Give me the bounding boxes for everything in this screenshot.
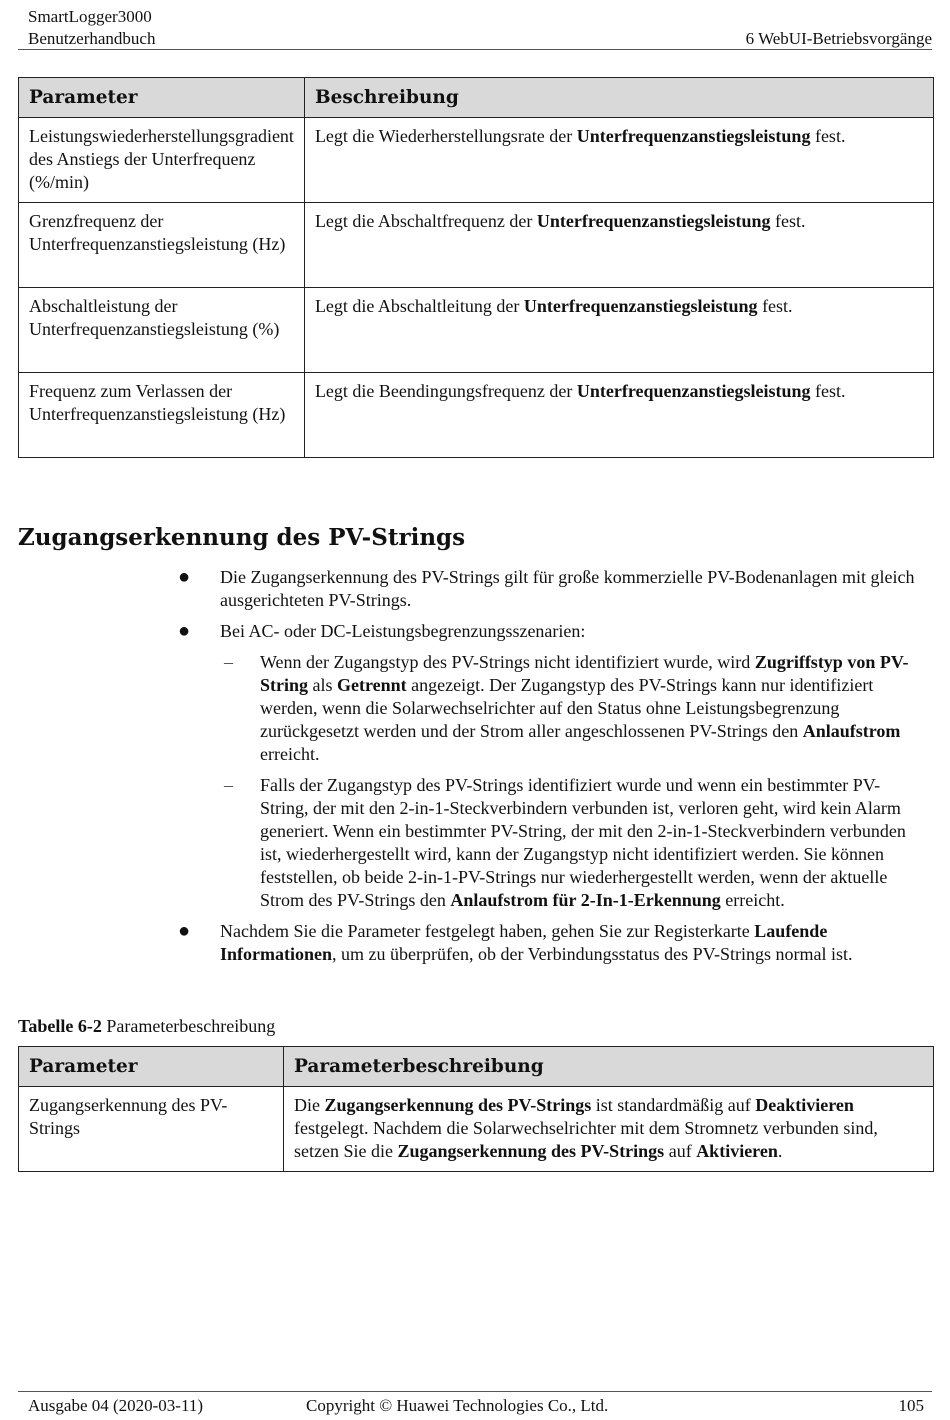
cell-parameter: Leistungswiederherstellungsgradient des Anstiegs der Unterfrequenz (%/min) [19,118,305,203]
bullet-text: Die Zugangserkennung des PV-Strings gilt für große kommerzielle PV-Bodenanlagen mit gleich ausgerichteten PV-Strings. [220,567,915,610]
bullet-text: Bei AC- oder DC-Leistungsbegrenzungsszenarien: [220,621,586,641]
bullet-list [176,566,928,974]
cell-parameter: Grenzfrequenz der Unterfrequenzanstiegsleistung (Hz) [19,203,305,288]
bullet-icon: ● [178,620,191,642]
footer-divider [18,1391,932,1392]
table-row [19,373,934,458]
header-divider [18,49,932,50]
cell-parameter: Abschaltleistung der Unterfrequenzanstiegsleistung (%) [19,288,305,373]
table-row [19,288,934,373]
column-header-description: Beschreibung [304,78,933,118]
sub-list-item: – Wenn der Zugangstyp des PV-Strings nicht identifiziert wurde, wird Zugriffstyp von PV-String als Getrennt angezeigt. Der Zugangstyp des PV-Strings kann nur identifiziert werden, wenn die Solarwechselrichter auf den Status ohne Leistungsbegrenzung zurückgesetzt werden und der Strom aller angeschlossenen PV-Strings den Anlaufstrom erreicht. [224,652,909,764]
table-row [19,203,934,288]
page-header [0,0,950,52]
column-header-description: Parameterbeschreibung [284,1047,934,1087]
cell-description: Legt die Wiederherstellungsrate der Unterfrequenzanstiegsleistung fest. [304,118,933,203]
bullet-icon: ● [178,566,191,588]
section-title: Zugangserkennung des PV-Strings [18,524,466,551]
list-item: ● Nachdem Sie die Parameter festgelegt haben, gehen Sie zur Registerkarte Laufende Informationen, um zu überprüfen, ob der Verbindungsstatus des PV-Strings normal ist. [178,920,853,964]
cell-parameter: Frequenz zum Verlassen der Unterfrequenzanstiegsleistung (Hz) [19,373,305,458]
dash-icon: – [224,652,233,672]
cell-description: Legt die Beendingungsfrequenz der Unterfrequenzanstiegsleistung fest. [304,373,933,458]
table-caption: Tabelle 6-2 Parameterbeschreibung [18,1016,276,1036]
parameter-table-2 [18,1046,934,1172]
table-header-row [19,78,934,118]
page-number: 105 [898,1396,924,1415]
list-item [176,566,928,612]
bullet-icon: ● [178,920,191,942]
header-product: SmartLogger3000 [28,7,152,26]
cell-description: Die Zugangserkennung des PV-Strings ist standardmäßig auf Deaktivieren festgelegt. Nachdem die Solarwechselrichter mit dem Stromnetz verbunden sind, setzen Sie die Zugangserkennung des PV-Strings auf Aktivieren. [284,1087,934,1172]
table-row [19,118,934,203]
cell-parameter: Zugangserkennung des PV-Strings [19,1087,284,1172]
column-header-parameter: Parameter [19,1047,284,1087]
cell-description: Legt die Abschaltfrequenz der Unterfrequenzanstiegsleistung fest. [304,203,933,288]
table-header-row [19,1047,934,1087]
cell-description: Legt die Abschaltleitung der Unterfrequenzanstiegsleistung fest. [304,288,933,373]
sub-list-item: – Falls der Zugangstyp des PV-Strings identifiziert wurde und wenn ein bestimmter PV-String, der mit den 2-in-1-Steckverbindern verbunden ist, verloren geht, wird kein Alarm generiert. Wenn ein bestimmter PV-String, der mit den 2-in-1-Steckverbindern verbunden ist, wiederhergestellt wird, kann der Zugangstyp nicht identifiziert werden. Sie können feststellen, ob beide 2-in-1-PV-Strings nur wiederhergestellt werden, wenn der aktuelle Strom des PV-Strings den Anlaufstrom für 2-In-1-Erkennung erreicht. [224,775,906,910]
header-doc-type: Benutzerhandbuch [28,29,156,48]
header-chapter: 6 WebUI-Betriebsvorgänge [745,29,932,48]
list-item [176,620,928,912]
column-header-parameter: Parameter [19,78,305,118]
table-row [19,1087,934,1172]
parameter-table-1 [18,77,934,458]
footer-copyright: Copyright © Huawei Technologies Co., Ltd. [306,1396,609,1415]
dash-icon: – [224,775,233,795]
footer-edition: Ausgabe 04 (2020-03-11) [28,1396,203,1415]
